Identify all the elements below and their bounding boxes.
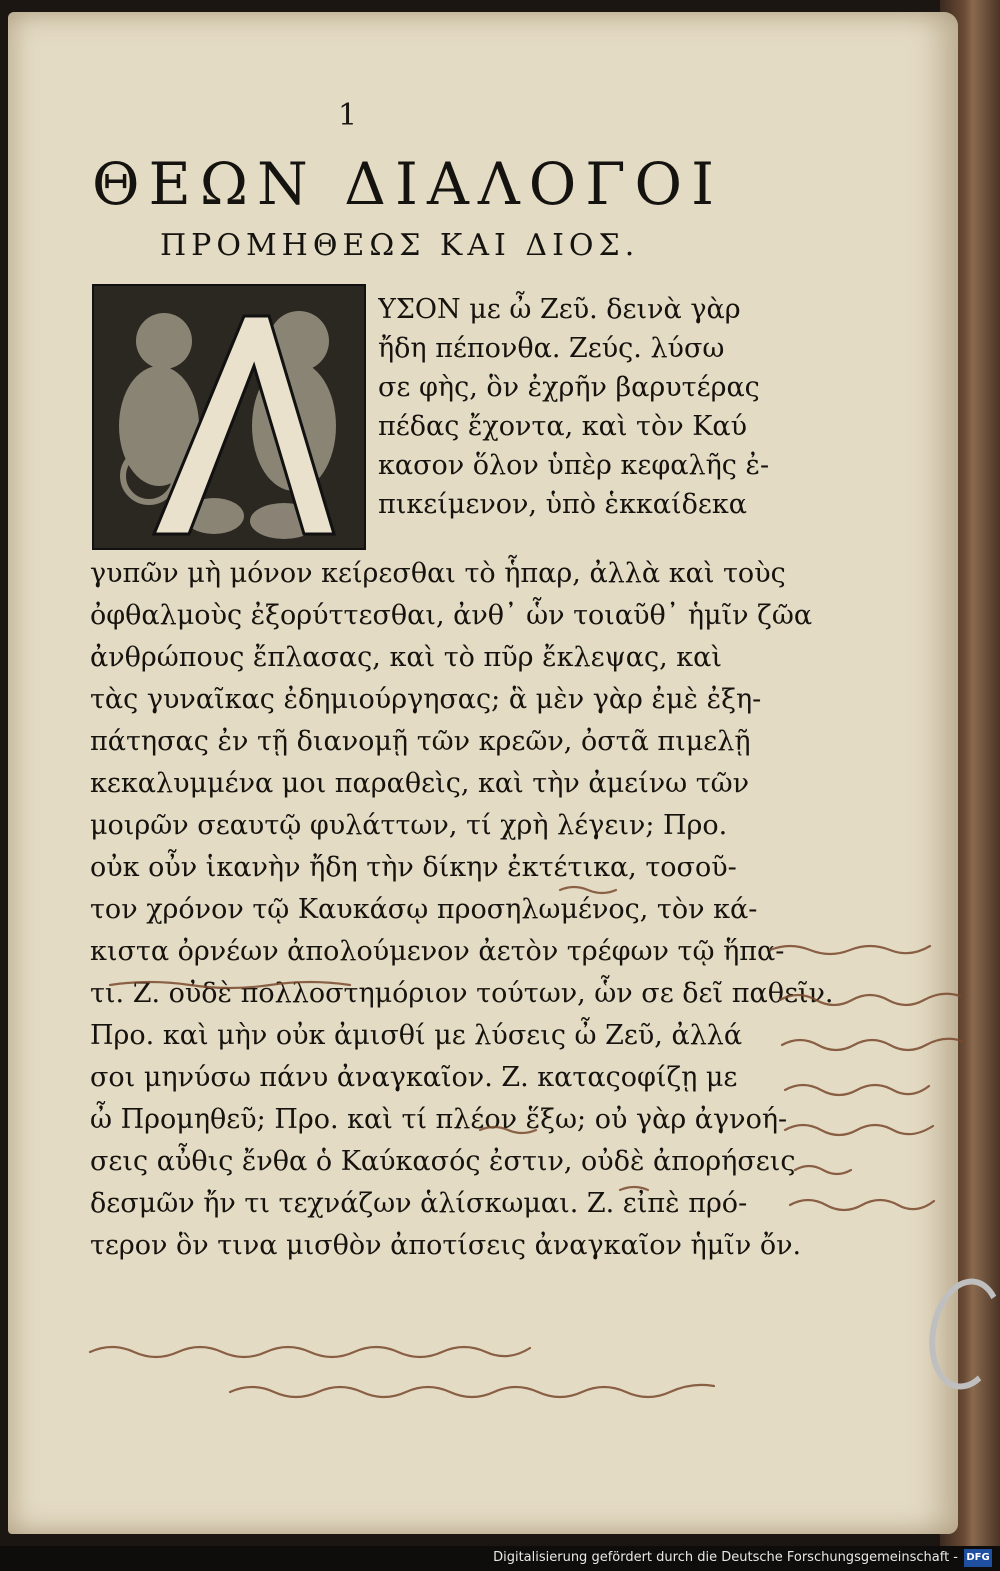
text-line: σοι μηνύσω πάνυ ἀναγκαῖον. Ζ. καταςοφίζῃ με [90,1062,738,1093]
text-line: σεις αὖθις ἔνθα ὁ Καύκασός ἐστιν, οὐδὲ ἀπορήσεις [90,1146,796,1177]
text-line: πικείμενον, ὑπὸ ἑκκαίδεκα [378,489,747,520]
dfg-logo: DFG [964,1549,992,1567]
text-line: κεκαλυμμένα μοι παραθεὶς, καὶ τὴν ἀμείνω τῶν [90,768,750,799]
text-line: τὰς γυναῖκας ἐδημιούργησας; ἃ μὲν γὰρ ἐμὲ ἐξη- [90,684,762,715]
text-line: ἀνθρώπους ἔπλασας, καὶ τὸ πῦρ ἔκλεψας, καὶ [90,642,722,673]
text-line: κασον ὅλον ὑπὲρ κεφαλῆς ἐ- [378,450,770,481]
text-line: τι. Ζ. οὐδὲ πολλοστημόριον τούτων, ὧν σε δεῖ παθεῖν. [90,978,834,1009]
text-line: κιστα ὀρνέων ἀπολούμενον ἀετὸν τρέφων τῷ ἥπα- [90,936,785,967]
dialogue-heading: ΠΡΟΜΗΘΕΩΣ ΚΑΙ ΔΙΟΣ. [160,228,640,263]
text-line: ἤδη πέπονθα. Ζεύς. λύσω [378,333,725,364]
footer-credit: Digitalisierung gefördert durch die Deutsche Forschungsgemeinschaft - [493,1550,958,1565]
text-line: τον χρόνον τῷ Καυκάσῳ προσηλωμένος, τὸν κά- [90,894,758,925]
text-line: γυπῶν μὴ μόνον κείρεσθαι τὸ ἧπαρ, ἀλλὰ καὶ τοὺς [90,558,786,589]
footer-bar [0,1546,1000,1571]
text-line: τερον ὃν τινα μισθὸν ἀποτίσεις ἀναγκαῖον ἡμῖν ὄν. [90,1230,802,1261]
text-line: οὐκ οὖν ἱκανὴν ἤδη τὴν δίκην ἐκτέτικα, τοσοῦ- [90,852,737,883]
text-line: ΥΣΟΝ με ὦ Ζεῦ. δεινὰ γὰρ [378,294,741,325]
text-line: ὦ Προμηθεῦ; Προ. καὶ τί πλέον ἕξω; οὐ γὰρ ἀγνοή- [90,1104,788,1135]
text-line: πάτησας ἐν τῇ διανομῇ τῶν κρεῶν, ὀστᾶ πιμελῇ [90,726,751,757]
text-line: σε φὴς, ὃν ἐχρῆν βαρυτέρας [378,372,760,403]
page-number: 1 [338,98,358,133]
text-line: Προ. καὶ μὴν οὐκ ἀμισθί με λύσεις ὦ Ζεῦ, ἀλλά [90,1020,743,1051]
text-line: μοιρῶν σεαυτῷ φυλάττων, τί χρὴ λέγειν; Προ. [90,810,728,841]
text-line: ὀφθαλμοὺς ἐξορύττεσθαι, ἀνθ᾽ ὧν τοιαῦθ᾽ ἡμῖν ζῶα [90,600,813,631]
text-line: δεσμῶν ἤν τι τεχνάζων ἁλίσκωμαι. Ζ. εἰπὲ πρό- [90,1188,748,1219]
page-title: ΘΕΩΝ ΔΙΑΛΟΓΟΙ [92,150,723,218]
text-line: πέδας ἔχοντα, καὶ τὸν Καύ [378,411,748,442]
